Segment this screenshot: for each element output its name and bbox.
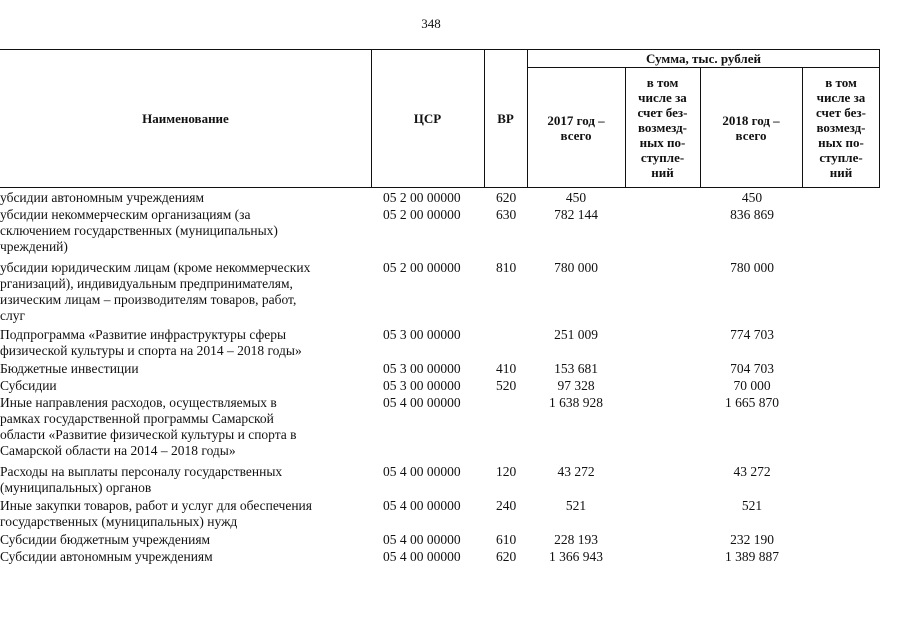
row-csr: 05 3 00 00000 [383, 327, 461, 342]
row-vr: 620 [496, 549, 517, 564]
header-vr: ВР [497, 111, 514, 126]
row-vr: 610 [496, 532, 517, 547]
row-csr: 05 2 00 00000 [383, 260, 461, 275]
row-2017: 450 [565, 190, 587, 205]
row-csr: 05 2 00 00000 [383, 207, 461, 222]
row-name: убсидии некоммерческим организациям (за сключением государственных (муниципальных) чреждений) [0, 207, 278, 254]
row-2018: 43 272 [733, 464, 771, 479]
row-2018: 1 665 870 [725, 395, 779, 410]
page-number: 348 [421, 16, 441, 31]
row-name: Иные закупки товаров, работ и услуг для обеспечения государственных (муниципальных) нужд [0, 498, 312, 529]
row-2017: 251 009 [554, 327, 598, 342]
header-csr: ЦСР [413, 111, 442, 126]
row-name: убсидии автономным учреждениям [0, 190, 204, 205]
row-2018: 521 [741, 498, 763, 513]
row-csr: 05 4 00 00000 [383, 532, 461, 547]
row-csr: 05 3 00 00000 [383, 378, 461, 393]
row-csr: 05 4 00 00000 [383, 549, 461, 564]
row-vr: 410 [496, 361, 517, 376]
row-name: Бюджетные инвестиции [0, 361, 139, 376]
header-sum-group: Сумма, тыс. рублей [646, 50, 761, 66]
header-2017-free: в том числе за счет без- возмезд- ных по- ступле- ний [637, 75, 688, 180]
header-2017-total: 2017 год – всего [547, 112, 605, 143]
header-2018-total: 2018 год – всего [722, 112, 780, 143]
row-2017: 97 328 [557, 378, 595, 393]
row-name: Расходы на выплаты персоналу государственных (муниципальных) органов [0, 464, 283, 495]
row-2018: 1 389 887 [725, 549, 779, 564]
row-csr: 05 2 00 00000 [383, 190, 461, 205]
row-2018: 232 190 [730, 532, 774, 547]
row-vr: 120 [496, 464, 517, 479]
row-csr: 05 4 00 00000 [383, 498, 461, 513]
row-2018: 836 869 [730, 207, 774, 222]
row-2017: 228 193 [554, 532, 598, 547]
row-2018: 70 000 [733, 378, 771, 393]
row-2017: 521 [565, 498, 587, 513]
row-name: убсидии юридическим лицам (кроме некоммерческих рганизаций), индивидуальным предпринимателям, изическим лицам – производителям товаров, работ, слуг [0, 260, 311, 323]
row-2017: 1 638 928 [549, 395, 603, 410]
row-2017: 1 366 943 [549, 549, 603, 564]
row-2018: 780 000 [730, 260, 774, 275]
row-2018: 704 703 [730, 361, 774, 376]
row-2017: 782 144 [554, 207, 598, 222]
row-name: Субсидии [0, 378, 57, 393]
header-name: Наименование [142, 111, 229, 126]
row-2017: 43 272 [557, 464, 595, 479]
row-vr: 630 [496, 207, 517, 222]
row-name: Субсидии автономным учреждениям [0, 549, 213, 564]
row-2017: 780 000 [554, 260, 598, 275]
header-2018-free: в том числе за счет без- возмезд- ных по- ступле- ний [816, 75, 866, 180]
row-csr: 05 3 00 00000 [383, 361, 461, 376]
row-csr: 05 4 00 00000 [383, 464, 461, 479]
row-2018: 774 703 [730, 327, 774, 342]
row-name: Иные направления расходов, осуществляемых в рамках государственной программы Самарской области «Развитие физической культуры и спорта в Самарской области на 2014 – 2018 годы» [0, 395, 297, 458]
row-vr: 240 [496, 498, 517, 513]
row-vr: 810 [496, 260, 517, 275]
row-name: Подпрограмма «Развитие инфраструктуры сферы физической культуры и спорта на 2014 – 2018 годы» [0, 327, 302, 358]
row-vr: 620 [496, 190, 517, 205]
row-vr: 520 [496, 378, 517, 393]
row-name: Субсидии бюджетным учреждениям [0, 532, 211, 547]
row-csr: 05 4 00 00000 [383, 395, 461, 410]
row-2017: 153 681 [554, 361, 598, 376]
row-2018: 450 [741, 190, 763, 205]
